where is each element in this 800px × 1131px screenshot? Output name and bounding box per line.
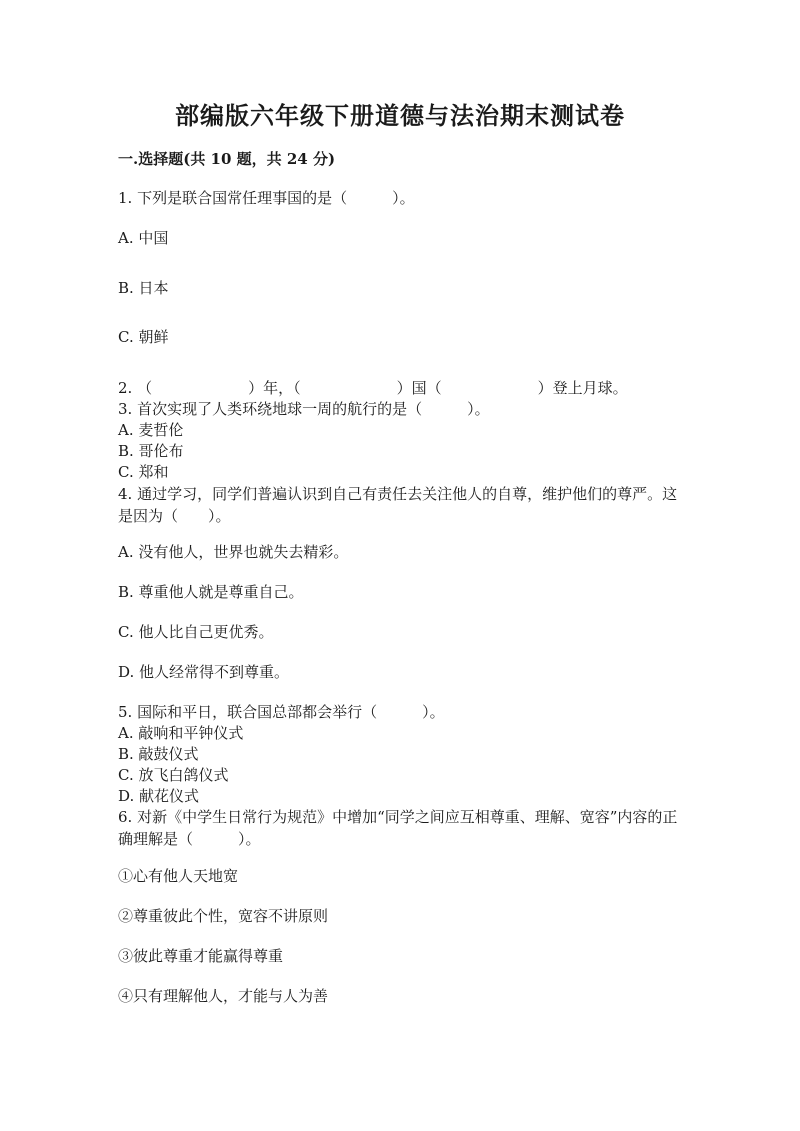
question-4-option-a: A. 没有他人，世界也就失去精彩。	[118, 543, 349, 561]
question-6-option-1: ①心有他人天地宽	[118, 867, 239, 885]
question-6-option-3: ③彼此尊重才能赢得尊重	[118, 947, 284, 965]
question-3-option-a: A. 麦哲伦	[118, 421, 184, 439]
question-6-option-2: ②尊重彼此个性，宽容不讲原则	[118, 907, 329, 925]
question-3-option-c: C. 郑和	[118, 463, 169, 481]
question-2-stem	[118, 378, 628, 399]
question-5-option-a: A. 敲响和平钟仪式	[118, 724, 244, 742]
question-5-option-c: C. 放飞白鸽仪式	[118, 766, 229, 784]
question-4-option-b: B. 尊重他人就是尊重自己。	[118, 583, 304, 601]
page-title: 部编版六年级下册道德与法治期末测试卷	[175, 101, 625, 130]
question-5-stem: 5. 国际和平日，联合国总部都会举行（ ）。	[118, 703, 445, 721]
question-4-stem: 4. 通过学习，同学们普遍认识到自己有责任去关注他人的自尊，维护他们的尊严。这是因为（ ）。	[118, 485, 678, 525]
section-heading: 一.选择题(共 10 题，共 24 分)	[118, 150, 336, 168]
question-1-option-b: B. 日本	[118, 279, 169, 297]
question-1-stem: 1. 下列是联合国常任理事国的是（ ）。	[118, 189, 415, 207]
question-2-part1: ）年，（	[248, 379, 301, 397]
question-6-stem: 6. 对新《中学生日常行为规范》中增加“同学之间应互相尊重、理解、宽容”内容的正确理解是（ ）。	[118, 808, 678, 848]
question-5-option-b: B. 敲鼓仪式	[118, 745, 199, 763]
question-4-option-d: D. 他人经常得不到尊重。	[118, 663, 290, 681]
question-4-option-c: C. 他人比自己更优秀。	[118, 623, 274, 641]
question-2-part2: ）国（	[396, 379, 442, 397]
question-5-option-d: D. 献花仪式	[118, 787, 200, 805]
question-1-option-a: A. 中国	[118, 229, 169, 247]
question-3-option-b: B. 哥伦布	[118, 442, 184, 460]
question-2-num: 2. （	[118, 379, 153, 397]
question-2-part3: ）登上月球。	[537, 379, 628, 397]
question-1-option-c: C. 朝鲜	[118, 328, 169, 346]
question-6-option-4: ④只有理解他人，才能与人为善	[118, 987, 329, 1005]
question-3-stem: 3. 首次实现了人类环绕地球一周的航行的是（ ）。	[118, 400, 490, 418]
